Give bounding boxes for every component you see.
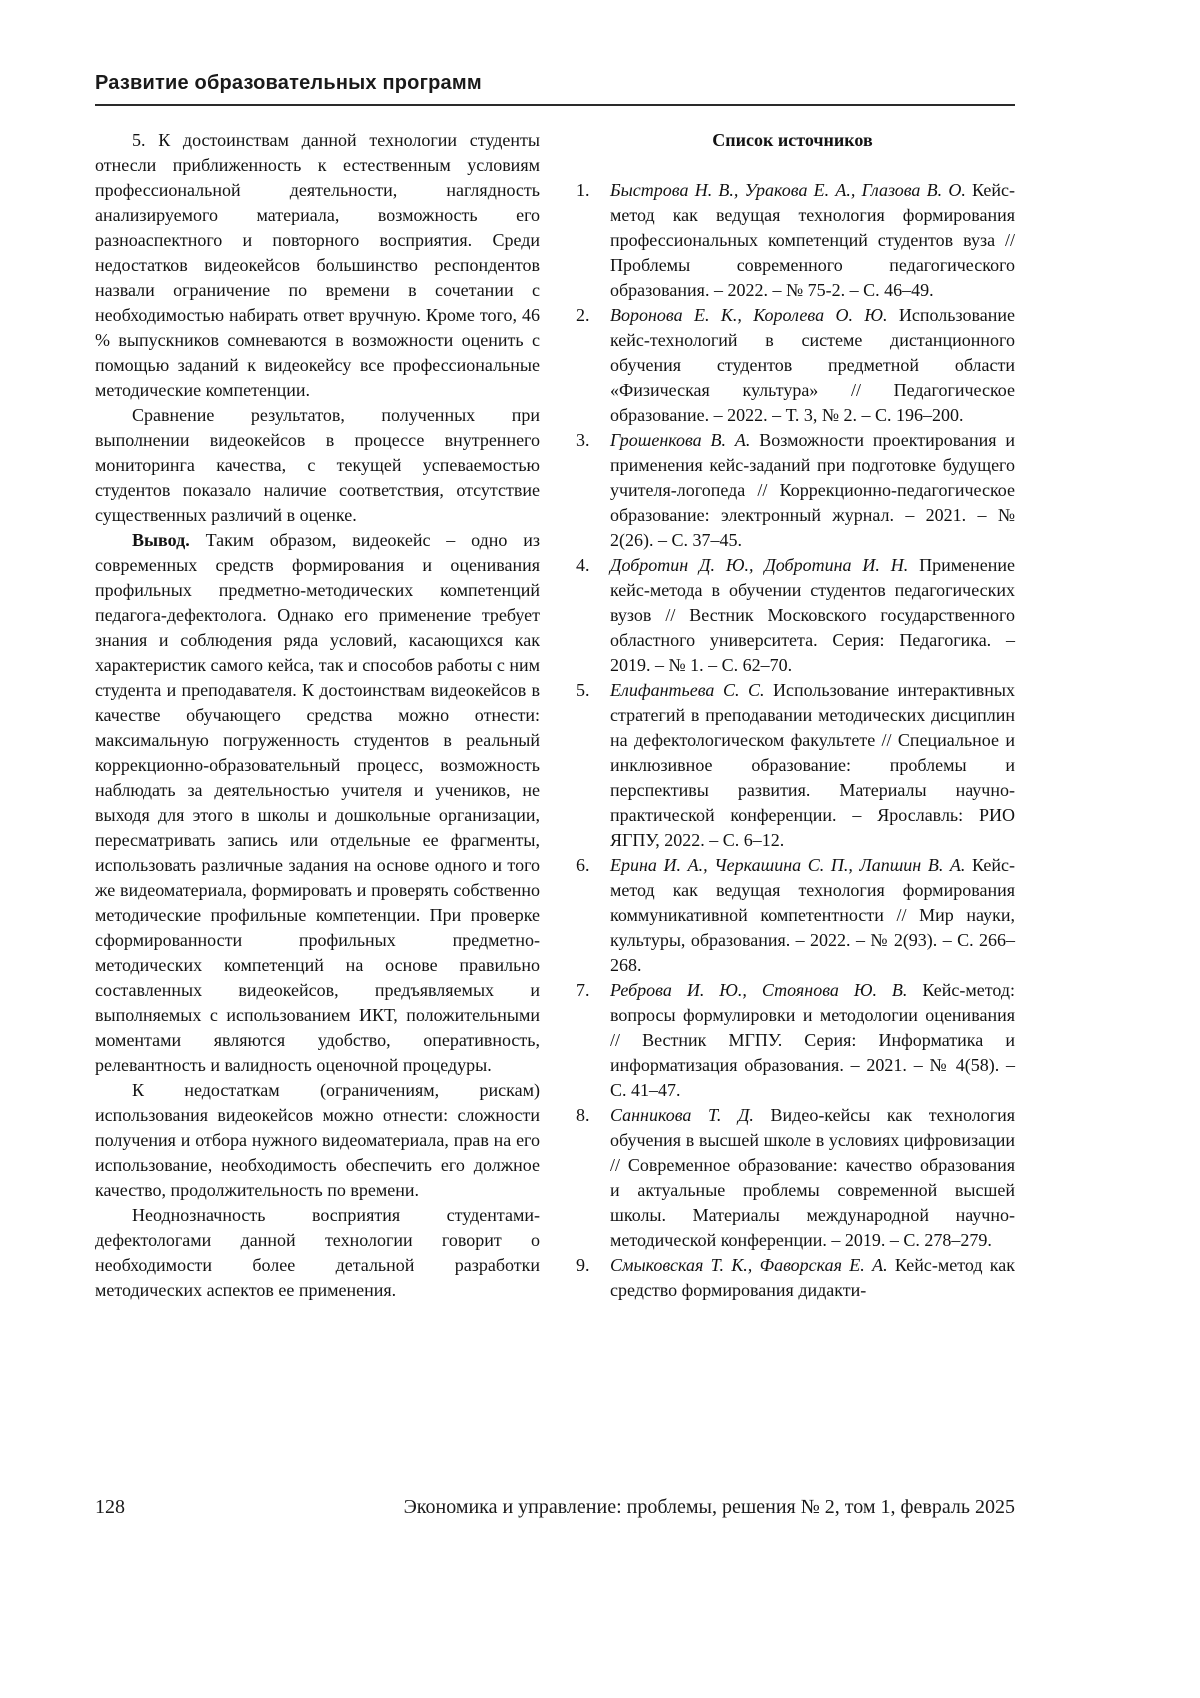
body-paragraph: Вывод. Таким образом, видеокейс – одно из современных средств формирования и оценивания профильных предметно-методических компетенций педагога-дефектолога. Однако его применение требует знания и соблюдения ряда условий, касающихся как характеристик самого кейса, так и способов работы с ним студента и преподавателя. К достоинствам видеокейсов в качестве обучающего средства можно отнести: максимальную погруженность студентов в реальный коррекционно-образовательный процесс, возможность наблюдать за деятельностью учителя и учеников, не выходя для этого в школы и дошкольные организации, пересматривать запись или отдельные ее фрагменты, использовать различные задания на основе одного и того же видеоматериала, формировать и проверять собственно методические профильные компетенции. При проверке сформированности профильных предметно-методических компетенций на основе правильно составленных видеокейсов, предъявляемых и выполняемых с использованием ИКТ, положительными моментами являются удобство, оперативность, релевантность и валидность оценочной процедуры. bbox=[95, 530, 540, 1075]
page-number: 128 bbox=[95, 1496, 125, 1518]
page-body bbox=[95, 128, 1015, 1303]
reference-authors: Санникова Т. Д. bbox=[610, 1105, 754, 1125]
paragraph-lead: Вывод. bbox=[132, 530, 206, 550]
body-paragraph: 5. К достоинствам данной технологии студенты отнесли приближенность к естественным условиям профессиональной деятельности, наглядность анализируемого материала, возможность его разноаспектного и повторного восприятия. Среди недостатков видеокейсов большинство респондентов назвали ограничение по времени в сочетании с необходимостью набирать ответ вручную. Кроме того, 46 % выпускников сомневаются в возможности оценить с помощью заданий к видеокейсу все профессиональные методические компетенции. bbox=[95, 130, 540, 400]
reference-number: 8. bbox=[576, 1105, 590, 1125]
reference-item: 4. Добротин Д. Ю., Добротина И. Н. Применение кейс-метода в обучении студентов педагогических вузов // Вестник Московского государственного областного университета. Серия: Педагогика. – 2019. – № 1. – С. 62–70. bbox=[576, 555, 1015, 675]
reference-item: 5. Елифантьева С. С. Использование интерактивных стратегий в преподавании методических дисциплин на дефектологическом факультете // Специальное и инклюзивное образование: проблемы и перспективы развития. Материалы научно-практической конференции. – Ярославль: РИО ЯГПУ, 2022. – С. 6–12. bbox=[576, 680, 1015, 850]
body-paragraph: Сравнение результатов, полученных при выполнении видеокейсов в процессе внутреннего мониторинга качества, с текущей успеваемостью студентов показало наличие соответствия, отсутствие существенных различий в оценке. bbox=[95, 405, 540, 525]
reference-number: 2. bbox=[576, 305, 590, 325]
reference-item: 1. Быстрова Н. В., Уракова Е. А., Глазова В. О. Кейс-метод как ведущая технология формирования профессиональных компетенций студентов вуза // Проблемы современного педагогического образования. – 2022. – № 75-2. – С. 46–49. bbox=[576, 180, 1015, 300]
running-head bbox=[95, 72, 1015, 106]
reference-authors: Елифантьева С. С. bbox=[610, 680, 765, 700]
references-heading: Список источников bbox=[712, 130, 873, 150]
reference-authors: Добротин Д. Ю., Добротина И. Н. bbox=[610, 555, 909, 575]
reference-number: 9. bbox=[576, 1255, 590, 1275]
reference-item: 6. Ерина И. А., Черкашина С. П., Лапшин В. А. Кейс-метод как ведущая технология формирования коммуникативной компетентности // Мир науки, культуры, образования. – 2022. – № 2(93). – С. 266–268. bbox=[576, 855, 1015, 975]
reference-item: 9. Смыковская Т. К., Фаворская Е. А. Кейс-метод как средство формирования дидакти- bbox=[576, 1255, 1015, 1300]
reference-number: 6. bbox=[576, 855, 590, 875]
reference-authors: Быстрова Н. В., Уракова Е. А., Глазова В. О. bbox=[610, 180, 966, 200]
reference-authors: Ерина И. А., Черкашина С. П., Лапшин В. А. bbox=[610, 855, 966, 875]
header-rule bbox=[95, 104, 1015, 106]
reference-authors: Воронова Е. К., Королева О. Ю. bbox=[610, 305, 888, 325]
body-paragraph: К недостаткам (ограничениям, рискам) использования видеокейсов можно отнести: сложности получения и отбора нужного видеоматериала, прав на его использование, необходимость обеспечить его должное качество, продолжительность по времени. bbox=[95, 1080, 540, 1200]
reference-item: 2. Воронова Е. К., Королева О. Ю. Использование кейс-технологий в системе дистанционного обучения студентов предметной области «Физическая культура» // Педагогическое образование. – 2022. – Т. 3, № 2. – С. 196–200. bbox=[576, 305, 1015, 425]
journal-line: Экономика и управление: проблемы, решения № 2, том 1, февраль 2025 bbox=[403, 1496, 1015, 1518]
page-footer bbox=[95, 1496, 1015, 1519]
reference-authors: Грошенкова В. А. bbox=[610, 430, 751, 450]
right-column bbox=[570, 128, 1015, 1303]
reference-item: 3. Грошенкова В. А. Возможности проектирования и применения кейс-заданий при подготовке будущего учителя-логопеда // Коррекционно-педагогическое образование: электронный журнал. – 2021. – № 2(26). – С. 37–45. bbox=[576, 430, 1015, 550]
body-paragraph: Неоднозначность восприятия студентами-дефектологами данной технологии говорит о необходимости более детальной разработки методических аспектов ее применения. bbox=[95, 1205, 540, 1300]
references-list bbox=[570, 178, 1015, 1303]
section-title: Развитие образовательных программ bbox=[95, 72, 482, 94]
reference-authors: Смыковская Т. К., Фаворская Е. А. bbox=[610, 1255, 888, 1275]
left-column bbox=[95, 128, 540, 1303]
reference-number: 1. bbox=[576, 180, 590, 200]
reference-number: 3. bbox=[576, 430, 590, 450]
reference-number: 4. bbox=[576, 555, 590, 575]
reference-item: 7. Реброва И. Ю., Стоянова Ю. В. Кейс-метод: вопросы формулировки и методологии оценивания // Вестник МГПУ. Серия: Информатика и информатизация образования. – 2021. – № 4(58). – С. 41–47. bbox=[576, 980, 1015, 1100]
reference-item: 8. Санникова Т. Д. Видео-кейсы как технология обучения в высшей школе в условиях цифровизации // Современное образование: качество образования и актуальные проблемы современной высшей школы. Материалы международной научно-методической конференции. – 2019. – С. 278–279. bbox=[576, 1105, 1015, 1250]
reference-authors: Реброва И. Ю., Стоянова Ю. В. bbox=[610, 980, 908, 1000]
reference-number: 5. bbox=[576, 680, 590, 700]
reference-number: 7. bbox=[576, 980, 590, 1000]
